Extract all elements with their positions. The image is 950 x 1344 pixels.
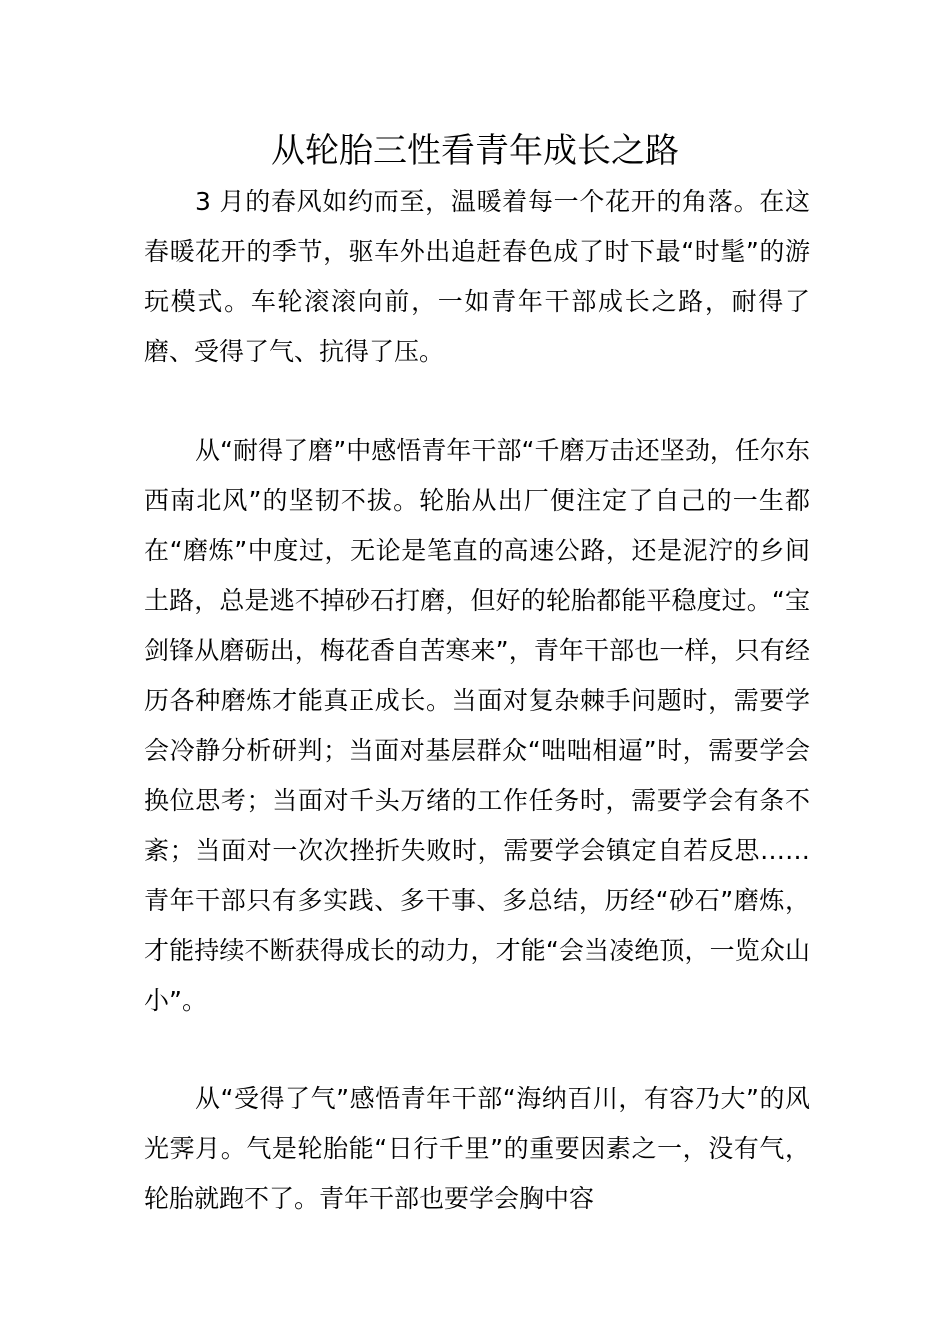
paragraph-withstand-air: 从“受得了气”感悟青年干部“海纳百川，有容乃大”的风光霁月。气是轮胎能“日行千里”的重要因素之一，没有气，轮胎就跑不了。青年干部也要学会胸中容 [144, 1084, 810, 1213]
paragraph-endure-grinding: 从“耐得了磨”中感悟青年干部“千磨万击还坚劲，任尔东西南北风”的坚韧不拔。轮胎从出厂便注定了自己的一生都在“磨炼”中度过，无论是笔直的高速公路，还是泥泞的乡间土路，总是逃不掉砂石打磨，但好的轮胎都能平稳度过。“宝剑锋从磨砺出，梅花香自苦寒来”，青年干部也一样，只有经历各种磨炼才能真正成长。当面对复杂棘手问题时，需要学会冷静分析研判；当面对基层群众“咄咄相逼”时，需要学会换位思考；当面对千头万绪的工作任务时，需要学会有条不紊；当面对一次次挫折失败时，需要学会镇定自若反思……青年干部只有多实践、多干事、多总结，历经“砂石”磨炼，才能持续不断获得成长的动力，才能“会当凌绝顶，一览众山小”。 [144, 436, 810, 1015]
paragraph-spring-intro: 3 月的春风如约而至，温暖着每一个花开的角落。在这春暖花开的季节，驱车外出追赶春色成了时下最“时髦”的游玩模式。车轮滚滚向前，一如青年干部成长之路，耐得了磨、受得了气、抗得了压。 [144, 187, 810, 366]
document-title: 从轮胎三性看青年成长之路 [271, 131, 679, 171]
